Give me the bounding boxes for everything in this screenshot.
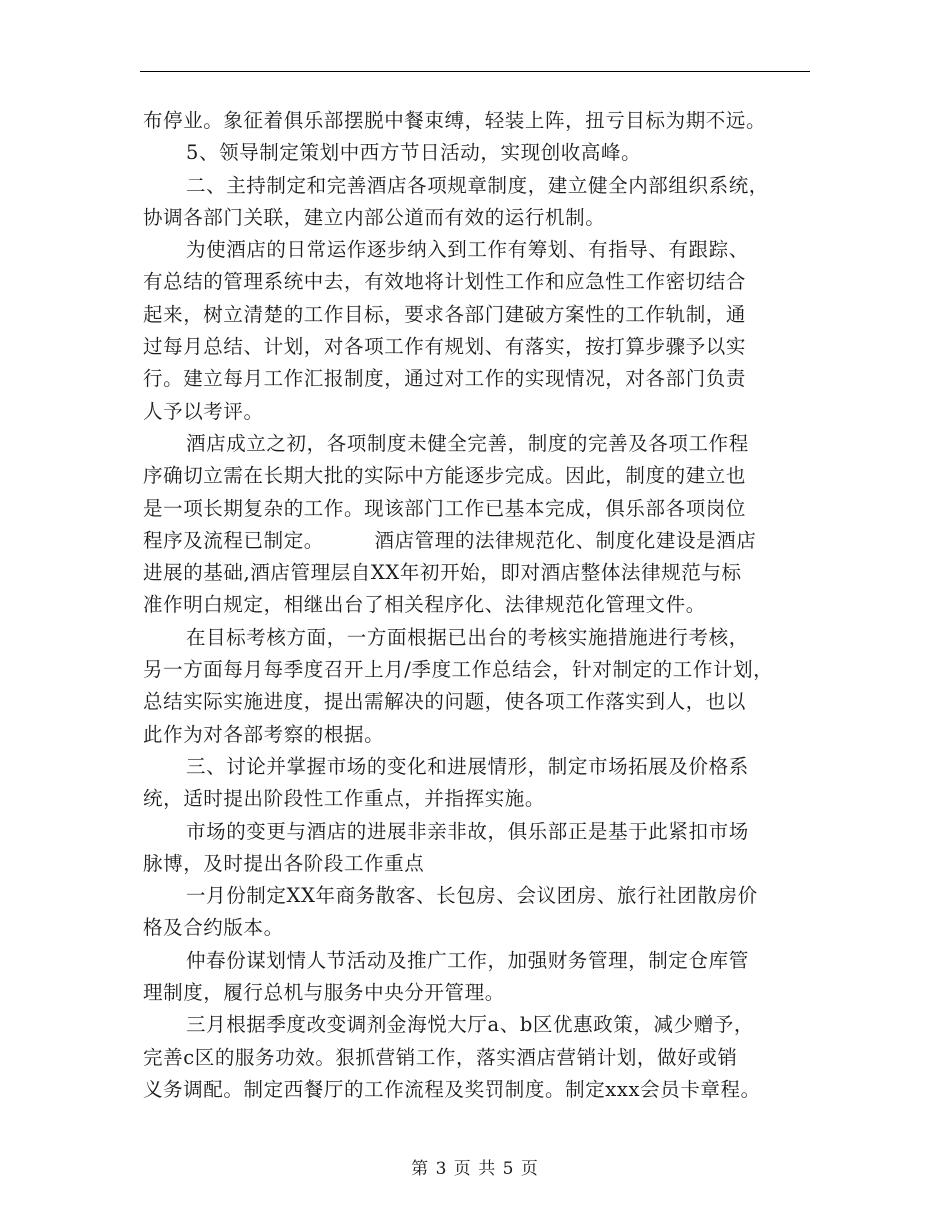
text-line: 格及合约版本。 <box>143 916 284 940</box>
page-number: 第 3 页 共 5 页 <box>411 1159 539 1179</box>
text-line: 酒店成立之初，各项制度未健全完善，制度的完善及各项工作程 <box>186 431 749 455</box>
text-line: 起来，树立清楚的工作目标，要求各部门建破方案性的工作轨制，通 <box>143 302 747 326</box>
text-line: 布停业。象征着俱乐部摆脱中餐束缚，轻装上阵，扭亏目标为期不远。 <box>143 109 767 132</box>
text-line: 5、领导制定策划中西方节日活动，实现创收高峰。 <box>186 141 642 165</box>
text-line: 在目标考核方面，一方面根据已出台的考核实施措施进行考核， <box>186 625 749 649</box>
text-line: 三月根据季度改变调剂金海悦大厅a、b区优惠政策，减少赠予， <box>186 1013 755 1037</box>
text-line: 序确切立需在长期大批的实际中方能逐步完成。因此，制度的建立也 <box>143 464 747 488</box>
text-line: 总结实际实施进度，提出需解决的问题，使各项工作落实到人，也以 <box>143 690 747 714</box>
text-line: 程序及流程已制定。 酒店管理的法律规范化、制度化建设是酒店 <box>143 528 757 552</box>
text-line: 脉博，及时提出各阶段工作重点 <box>143 851 425 875</box>
text-line: 市场的变更与酒店的进展非亲非故，俱乐部正是基于此紧扣市场 <box>186 819 749 843</box>
text-line: 人予以考评。 <box>143 399 264 423</box>
text-line: 义务调配。制定西餐厅的工作流程及奖罚制度。制定xxx会员卡章程。 <box>143 1077 761 1101</box>
text-line: 理制度，履行总机与服务中央分开管理。 <box>143 981 505 1005</box>
text-line: 一月份制定XX年商务散客、长包房、会议团房、旅行社团散房价 <box>186 884 758 908</box>
text-line: 为使酒店的日常运作逐步纳入到工作有筹划、有指导、有跟踪、 <box>186 238 749 262</box>
text-line: 有总结的管理系统中去，有效地将计划性工作和应急性工作密切结合 <box>143 270 747 294</box>
text-line: 准作明白规定，相继出台了相关程序化、法律规范化管理文件。 <box>143 593 706 617</box>
text-line: 另一方面每月每季度召开上月/季度工作总结会，针对制定的工作计划， <box>143 658 774 682</box>
text-line: 完善c区的服务功效。狠抓营销工作，落实酒店营销计划，做好或销 <box>143 1045 738 1069</box>
text-line: 二、主持制定和完善酒店各项规章制度，建立健全内部组织系统， <box>186 173 769 197</box>
text-line: 统，适时提出阶段性工作重点，并指挥实施。 <box>143 787 546 811</box>
text-line: 三、讨论并掌握市场的变化和进展情形，制定市场拓展及价格系 <box>186 754 749 778</box>
text-line: 进展的基础,酒店管理层自XX年初开始，即对酒店整体法律规范与标 <box>143 561 742 585</box>
text-line: 行。建立每月工作汇报制度，通过对工作的实现情况，对各部门负责 <box>143 367 747 391</box>
text-line: 仲春份谋划情人节活动及推广工作，加强财务管理，制定仓库管 <box>186 948 749 972</box>
header-rule <box>140 71 810 72</box>
text-line: 是一项长期复杂的工作。现该部门工作已基本完成，俱乐部各项岗位 <box>143 496 747 520</box>
text-line: 过每月总结、计划，对各项工作有规划、有落实，按打算步骤予以实 <box>143 335 747 359</box>
text-line: 协调各部门关联，建立内部公道而有效的运行机制。 <box>143 205 606 229</box>
text-line: 此作为对各部考察的根据。 <box>143 722 385 746</box>
document-body <box>143 105 815 1106</box>
